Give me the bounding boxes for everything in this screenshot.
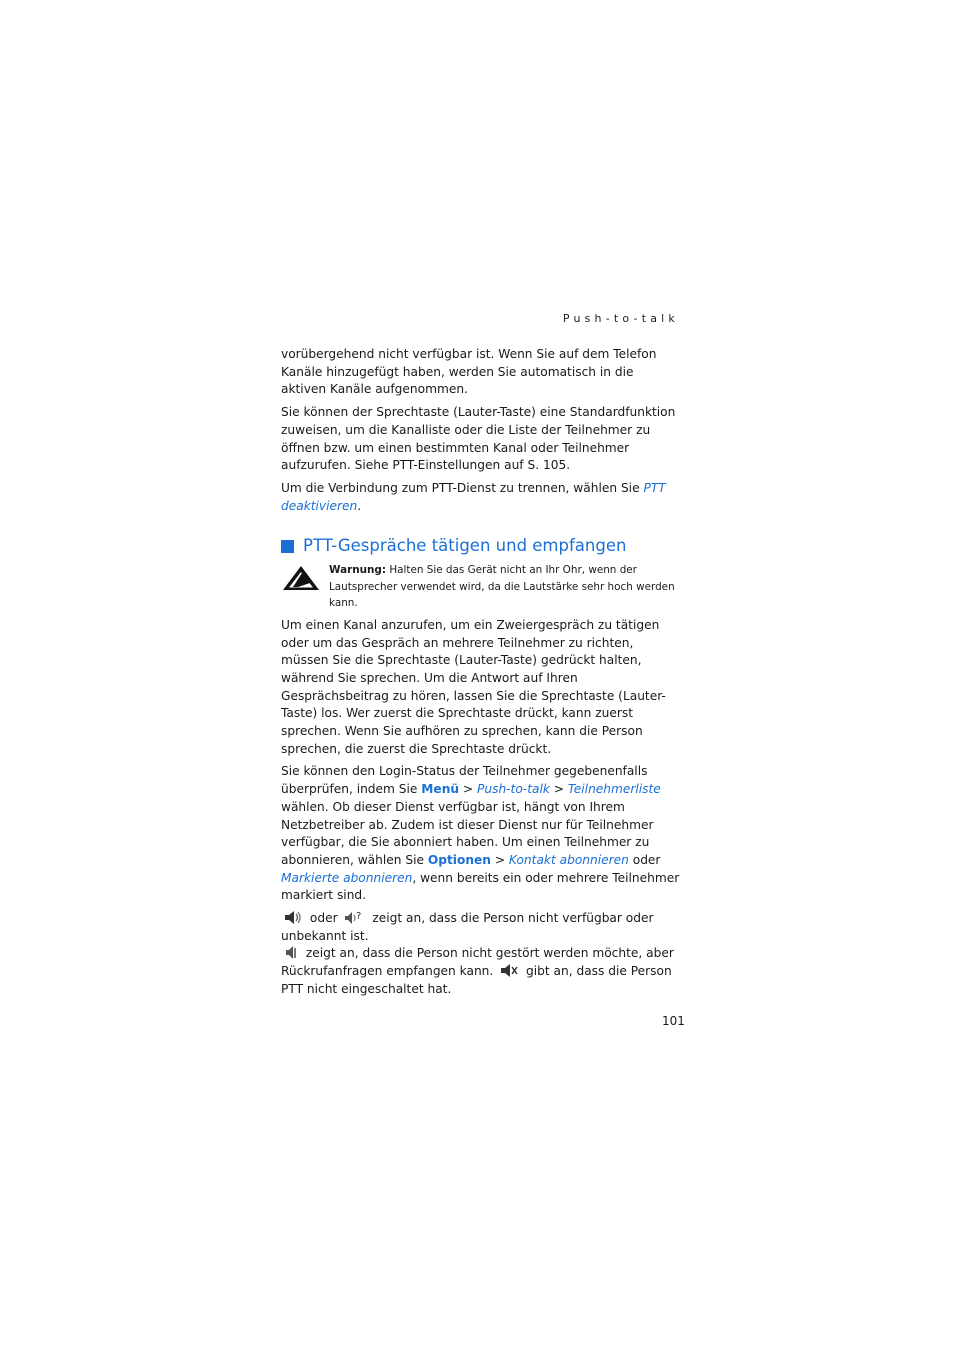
text: Sie können den Login-Status der Teilnehmer gegebenenfalls überprüfen, indem Sie: [281, 764, 648, 797]
svg-text:?: ?: [356, 911, 362, 923]
menu-ref-markierte-abonnieren: Markierte abonnieren: [281, 870, 413, 885]
text: , wenn bereits ein oder mehrere Teilnehmer markiert sind.: [281, 870, 680, 903]
separator: >: [459, 782, 478, 797]
text: wählen. Ob dieser Dienst verfügbar ist, hängt von Ihrem Netzbetreiber ab. Zudem ist dieser Dienst nur für Teilnehmer verfügbar, die Sie abonniert haben. Um einen Teilnehmer zu abonnieren, wählen Sie: [281, 799, 654, 867]
speaker-dnd-icon: [284, 945, 298, 960]
menu-ref-menu: Menü: [421, 782, 460, 797]
warning-text: [329, 562, 681, 612]
paragraph: [281, 480, 681, 515]
text: Um die Verbindung zum PTT-Dienst zu trennen, wählen Sie: [281, 480, 644, 495]
icon-legend-1: [281, 910, 681, 945]
text: gibt an, dass die Person PTT nicht eingeschaltet hat.: [281, 964, 672, 996]
speaker-off-icon: [500, 963, 518, 978]
page-number: 101: [662, 1014, 685, 1028]
paragraph: [281, 763, 681, 905]
speaker-unknown-icon: [344, 910, 364, 925]
warning-note: [281, 562, 681, 612]
warning-label: Warnung:: [329, 564, 387, 577]
text: zeigt an, dass die Person nicht verfügbar oder unbekannt ist.: [281, 911, 654, 943]
heading-square-icon: [281, 540, 294, 553]
paragraph: vorübergehend nicht verfügbar ist. Wenn Sie auf dem Telefon Kanäle hinzugefügt haben, werden Sie automatisch in die aktiven Kanäle aufgenommen.: [281, 347, 657, 397]
speaker-icon: [284, 910, 302, 925]
separator: >: [549, 782, 568, 797]
menu-ref-teilnehmerliste: Teilnehmerliste: [567, 782, 661, 797]
separator: >: [490, 852, 509, 867]
menu-ref-ptt-deaktivieren: PTT deaktivieren: [281, 480, 666, 513]
section-title: PTT-Gespräche tätigen und empfangen: [303, 536, 627, 556]
text: zeigt an, dass die Person nicht gestört werden möchte, aber Rückrufanfragen empfangen kann.: [281, 946, 674, 979]
icon-legend-2: [281, 945, 681, 998]
menu-ref-push-to-talk: Push-to-talk: [477, 782, 550, 797]
page-content: [281, 346, 681, 999]
menu-ref-kontakt-abonnieren: Kontakt abonnieren: [508, 852, 629, 867]
running-head: Push-to-talk: [562, 312, 679, 325]
text: oder: [306, 911, 342, 926]
text: oder: [628, 852, 661, 867]
menu-ref-optionen: Optionen: [427, 852, 491, 867]
warning-body: Halten Sie das Gerät nicht an Ihr Ohr, wenn der Lautsprecher verwendet wird, da die Lautstärke sehr hoch werden kann.: [329, 564, 675, 610]
warning-icon: [281, 564, 321, 592]
text: .: [357, 498, 362, 513]
section-heading: [281, 536, 681, 556]
paragraph: Um einen Kanal anzurufen, um ein Zweiergespräch zu tätigen oder um das Gespräch an mehrere Teilnehmer zu richten, müssen Sie die Sprechtaste (Lauter-Taste) gedrückt halten, während Sie sprechen. Um die Antwort auf Ihren Gesprächsbeitrag zu hören, lassen Sie die Sprechtaste (Lauter-Taste) los. Wer zuerst die Sprechtaste drückt, kann zuerst sprechen. Wenn Sie aufhören zu sprechen, kann die Person sprechen, die zuerst die Sprechtaste drückt.: [281, 617, 666, 756]
paragraph: Sie können der Sprechtaste (Lauter-Taste) eine Standardfunktion zuweisen, um die Kanalliste oder die Liste der Teilnehmer zu öffnen bzw. um einen bestimmten Kanal oder Teilnehmer aufzurufen. Siehe PTT-Einstellungen auf S. 105.: [281, 405, 676, 473]
